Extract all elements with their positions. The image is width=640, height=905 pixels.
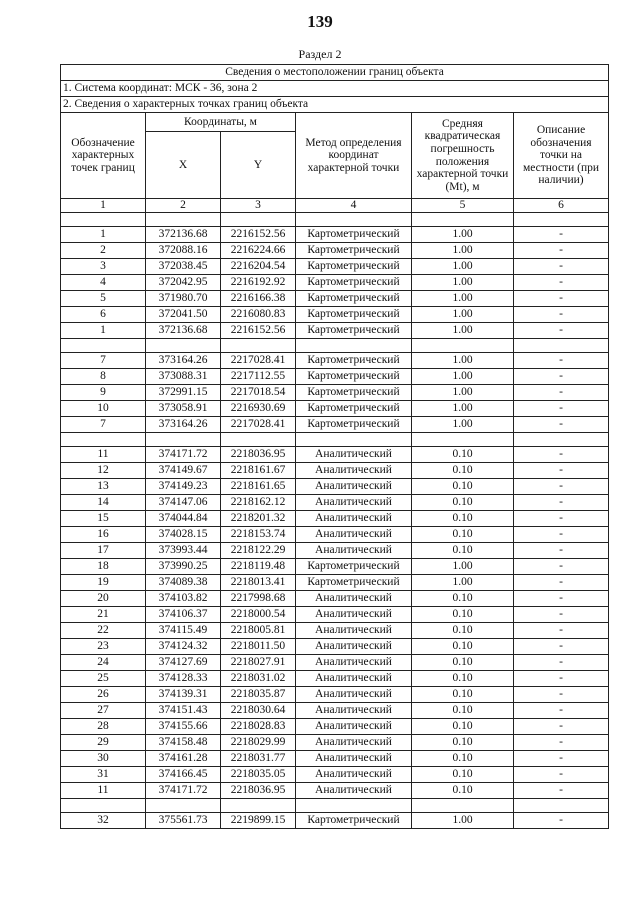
x-coordinate-cell: 374166.45: [146, 767, 221, 783]
description-cell: -: [514, 511, 609, 527]
description-cell: -: [514, 401, 609, 417]
empty-cell: [61, 799, 146, 813]
point-id-cell: 7: [61, 417, 146, 433]
error-cell: 1.00: [412, 575, 514, 591]
column-number: 6: [514, 199, 609, 213]
description-cell: -: [514, 719, 609, 735]
header-x: X: [146, 132, 221, 199]
method-cell: Аналитический: [296, 751, 412, 767]
error-cell: 0.10: [412, 687, 514, 703]
y-coordinate-cell: 2216224.66: [221, 243, 296, 259]
method-cell: Картометрический: [296, 559, 412, 575]
y-coordinate-cell: 2218029.99: [221, 735, 296, 751]
point-id-cell: 23: [61, 639, 146, 655]
empty-cell: [296, 213, 412, 227]
empty-cell: [61, 213, 146, 227]
error-cell: 0.10: [412, 543, 514, 559]
header-error: Средняя квадратическая погрешность положения характерной точки (Mt), м: [412, 113, 514, 199]
error-cell: 0.10: [412, 703, 514, 719]
method-cell: Картометрический: [296, 307, 412, 323]
empty-cell: [221, 799, 296, 813]
column-number: 2: [146, 199, 221, 213]
y-coordinate-cell: 2218153.74: [221, 527, 296, 543]
description-cell: -: [514, 687, 609, 703]
table-row: [61, 259, 609, 275]
error-cell: 1.00: [412, 559, 514, 575]
method-cell: Картометрический: [296, 259, 412, 275]
description-cell: -: [514, 447, 609, 463]
x-coordinate-cell: 372041.50: [146, 307, 221, 323]
x-coordinate-cell: 375561.73: [146, 813, 221, 829]
table-row: [61, 813, 609, 829]
x-coordinate-cell: 372042.95: [146, 275, 221, 291]
point-id-cell: 30: [61, 751, 146, 767]
coord-system-row: [61, 81, 609, 97]
boundary-points-table: [60, 64, 609, 829]
point-id-cell: 31: [61, 767, 146, 783]
empty-cell: [296, 339, 412, 353]
empty-cell: [296, 433, 412, 447]
x-coordinate-cell: 374149.23: [146, 479, 221, 495]
x-coordinate-cell: 372038.45: [146, 259, 221, 275]
point-id-cell: 18: [61, 559, 146, 575]
method-cell: Аналитический: [296, 495, 412, 511]
x-coordinate-cell: 374161.28: [146, 751, 221, 767]
description-cell: -: [514, 323, 609, 339]
table-row: [61, 527, 609, 543]
error-cell: 1.00: [412, 227, 514, 243]
table-row: [61, 495, 609, 511]
y-coordinate-cell: 2216080.83: [221, 307, 296, 323]
table-row: [61, 479, 609, 495]
table-row: [61, 543, 609, 559]
error-cell: 0.10: [412, 527, 514, 543]
x-coordinate-cell: 374147.06: [146, 495, 221, 511]
column-number: 5: [412, 199, 514, 213]
y-coordinate-cell: 2218028.83: [221, 719, 296, 735]
table-row: [61, 559, 609, 575]
empty-cell: [146, 433, 221, 447]
table-row: [61, 243, 609, 259]
table-row: [61, 783, 609, 799]
method-cell: Картометрический: [296, 227, 412, 243]
point-id-cell: 14: [61, 495, 146, 511]
description-cell: -: [514, 259, 609, 275]
error-cell: 0.10: [412, 479, 514, 495]
method-cell: Аналитический: [296, 591, 412, 607]
x-coordinate-cell: 373164.26: [146, 417, 221, 433]
point-id-cell: 9: [61, 385, 146, 401]
description-cell: -: [514, 671, 609, 687]
description-cell: -: [514, 543, 609, 559]
error-cell: 1.00: [412, 323, 514, 339]
description-cell: -: [514, 495, 609, 511]
table-row: [61, 671, 609, 687]
point-id-cell: 17: [61, 543, 146, 559]
empty-cell: [514, 799, 609, 813]
x-coordinate-cell: 374171.72: [146, 783, 221, 799]
y-coordinate-cell: 2218011.50: [221, 639, 296, 655]
table-row: [61, 463, 609, 479]
header-y: Y: [221, 132, 296, 199]
point-id-cell: 1: [61, 227, 146, 243]
method-cell: Аналитический: [296, 767, 412, 783]
description-cell: -: [514, 353, 609, 369]
description-cell: -: [514, 767, 609, 783]
point-id-cell: 32: [61, 813, 146, 829]
method-cell: Аналитический: [296, 687, 412, 703]
error-cell: 1.00: [412, 813, 514, 829]
page-number: 139: [307, 12, 333, 31]
y-coordinate-cell: 2217028.41: [221, 353, 296, 369]
description-cell: -: [514, 291, 609, 307]
group-separator-row: [61, 433, 609, 447]
y-coordinate-cell: 2218005.81: [221, 623, 296, 639]
column-number: 1: [61, 199, 146, 213]
point-id-cell: 26: [61, 687, 146, 703]
error-cell: 0.10: [412, 463, 514, 479]
point-id-cell: 28: [61, 719, 146, 735]
point-id-cell: 13: [61, 479, 146, 495]
x-coordinate-cell: 374028.15: [146, 527, 221, 543]
header-description: Описание обозначения точки на местности (при наличии): [514, 113, 609, 199]
method-cell: Картометрический: [296, 417, 412, 433]
description-cell: -: [514, 607, 609, 623]
column-number: 3: [221, 199, 296, 213]
method-cell: Картометрический: [296, 353, 412, 369]
y-coordinate-cell: 2218031.77: [221, 751, 296, 767]
header-row-top: [61, 113, 609, 132]
table-row: [61, 401, 609, 417]
x-coordinate-cell: 373993.44: [146, 543, 221, 559]
empty-cell: [514, 433, 609, 447]
y-coordinate-cell: 2218031.02: [221, 671, 296, 687]
y-coordinate-cell: 2218162.12: [221, 495, 296, 511]
x-coordinate-cell: 374139.31: [146, 687, 221, 703]
table-title: Сведения о местоположении границ объекта: [61, 65, 609, 81]
x-coordinate-cell: 374158.48: [146, 735, 221, 751]
point-id-cell: 27: [61, 703, 146, 719]
point-id-cell: 20: [61, 591, 146, 607]
description-cell: -: [514, 307, 609, 323]
method-cell: Картометрический: [296, 275, 412, 291]
y-coordinate-cell: 2217018.54: [221, 385, 296, 401]
y-coordinate-cell: 2218035.87: [221, 687, 296, 703]
empty-cell: [61, 433, 146, 447]
y-coordinate-cell: 2217112.55: [221, 369, 296, 385]
point-id-cell: 16: [61, 527, 146, 543]
group-separator-row: [61, 339, 609, 353]
point-id-cell: 7: [61, 353, 146, 369]
method-cell: Картометрический: [296, 369, 412, 385]
y-coordinate-cell: 2218161.65: [221, 479, 296, 495]
point-id-cell: 11: [61, 447, 146, 463]
error-cell: 0.10: [412, 751, 514, 767]
table-row: [61, 719, 609, 735]
point-id-cell: 5: [61, 291, 146, 307]
table-row: [61, 385, 609, 401]
table-row: [61, 735, 609, 751]
description-cell: -: [514, 369, 609, 385]
error-cell: 0.10: [412, 783, 514, 799]
error-cell: 0.10: [412, 447, 514, 463]
method-cell: Картометрический: [296, 323, 412, 339]
description-cell: -: [514, 463, 609, 479]
table-row: [61, 607, 609, 623]
point-id-cell: 6: [61, 307, 146, 323]
table-row: [61, 369, 609, 385]
empty-cell: [221, 213, 296, 227]
x-coordinate-cell: 374127.69: [146, 655, 221, 671]
points-title-row: [61, 97, 609, 113]
point-id-cell: 4: [61, 275, 146, 291]
y-coordinate-cell: 2218035.05: [221, 767, 296, 783]
y-coordinate-cell: 2218122.29: [221, 543, 296, 559]
y-coordinate-cell: 2216192.92: [221, 275, 296, 291]
error-cell: 1.00: [412, 401, 514, 417]
error-cell: 1.00: [412, 259, 514, 275]
group-separator-row: [61, 799, 609, 813]
method-cell: Картометрический: [296, 291, 412, 307]
error-cell: 0.10: [412, 623, 514, 639]
table-row: [61, 575, 609, 591]
empty-cell: [61, 339, 146, 353]
table-row: [61, 767, 609, 783]
table-row: [61, 447, 609, 463]
y-coordinate-cell: 2218201.32: [221, 511, 296, 527]
error-cell: 1.00: [412, 353, 514, 369]
description-cell: -: [514, 623, 609, 639]
error-cell: 1.00: [412, 243, 514, 259]
point-id-cell: 2: [61, 243, 146, 259]
point-id-cell: 8: [61, 369, 146, 385]
method-cell: Аналитический: [296, 671, 412, 687]
error-cell: 0.10: [412, 591, 514, 607]
method-cell: Аналитический: [296, 479, 412, 495]
table-row: [61, 275, 609, 291]
section-label: Раздел 2: [298, 47, 342, 61]
table-row: [61, 591, 609, 607]
y-coordinate-cell: 2216152.56: [221, 227, 296, 243]
method-cell: Картометрический: [296, 813, 412, 829]
y-coordinate-cell: 2218119.48: [221, 559, 296, 575]
error-cell: 1.00: [412, 385, 514, 401]
point-id-cell: 22: [61, 623, 146, 639]
y-coordinate-cell: 2216166.38: [221, 291, 296, 307]
empty-cell: [221, 433, 296, 447]
empty-cell: [221, 339, 296, 353]
description-cell: -: [514, 527, 609, 543]
y-coordinate-cell: 2217028.41: [221, 417, 296, 433]
y-coordinate-cell: 2218027.91: [221, 655, 296, 671]
error-cell: 0.10: [412, 671, 514, 687]
method-cell: Картометрический: [296, 385, 412, 401]
description-cell: -: [514, 559, 609, 575]
method-cell: Аналитический: [296, 447, 412, 463]
empty-cell: [514, 213, 609, 227]
point-id-cell: 24: [61, 655, 146, 671]
point-id-cell: 3: [61, 259, 146, 275]
table-row: [61, 623, 609, 639]
table-row: [61, 323, 609, 339]
method-cell: Аналитический: [296, 719, 412, 735]
description-cell: -: [514, 751, 609, 767]
description-cell: -: [514, 655, 609, 671]
method-cell: Картометрический: [296, 401, 412, 417]
empty-cell: [146, 213, 221, 227]
y-coordinate-cell: 2218030.64: [221, 703, 296, 719]
column-number: 4: [296, 199, 412, 213]
point-id-cell: 15: [61, 511, 146, 527]
point-id-cell: 21: [61, 607, 146, 623]
table-row: [61, 751, 609, 767]
method-cell: Аналитический: [296, 463, 412, 479]
method-cell: Аналитический: [296, 527, 412, 543]
empty-cell: [412, 799, 514, 813]
x-coordinate-cell: 373990.25: [146, 559, 221, 575]
description-cell: -: [514, 591, 609, 607]
method-cell: Аналитический: [296, 511, 412, 527]
table-row: [61, 511, 609, 527]
point-id-cell: 12: [61, 463, 146, 479]
y-coordinate-cell: 2218036.95: [221, 447, 296, 463]
description-cell: -: [514, 813, 609, 829]
table-row: [61, 417, 609, 433]
point-id-cell: 10: [61, 401, 146, 417]
error-cell: 1.00: [412, 275, 514, 291]
table-row: [61, 703, 609, 719]
table-row: [61, 639, 609, 655]
error-cell: 0.10: [412, 511, 514, 527]
description-cell: -: [514, 639, 609, 655]
method-cell: Аналитический: [296, 623, 412, 639]
x-coordinate-cell: 374151.43: [146, 703, 221, 719]
error-cell: 1.00: [412, 307, 514, 323]
group-separator-row: [61, 213, 609, 227]
method-cell: Картометрический: [296, 575, 412, 591]
x-coordinate-cell: 374089.38: [146, 575, 221, 591]
point-id-cell: 1: [61, 323, 146, 339]
points-title: 2. Сведения о характерных точках границ объекта: [61, 97, 609, 113]
empty-cell: [514, 339, 609, 353]
description-cell: -: [514, 479, 609, 495]
description-cell: -: [514, 417, 609, 433]
method-cell: Картометрический: [296, 243, 412, 259]
error-cell: 0.10: [412, 639, 514, 655]
description-cell: -: [514, 275, 609, 291]
error-cell: 0.10: [412, 607, 514, 623]
error-cell: 1.00: [412, 417, 514, 433]
header-method: Метод определения координат характерной точки: [296, 113, 412, 199]
error-cell: 1.00: [412, 291, 514, 307]
x-coordinate-cell: 374149.67: [146, 463, 221, 479]
error-cell: 0.10: [412, 719, 514, 735]
method-cell: Аналитический: [296, 783, 412, 799]
x-coordinate-cell: 373164.26: [146, 353, 221, 369]
y-coordinate-cell: 2217998.68: [221, 591, 296, 607]
error-cell: 0.10: [412, 495, 514, 511]
table-title-row: [61, 65, 609, 81]
y-coordinate-cell: 2216152.56: [221, 323, 296, 339]
x-coordinate-cell: 372136.68: [146, 227, 221, 243]
method-cell: Аналитический: [296, 703, 412, 719]
table-row: [61, 655, 609, 671]
empty-cell: [412, 339, 514, 353]
method-cell: Аналитический: [296, 735, 412, 751]
x-coordinate-cell: 373088.31: [146, 369, 221, 385]
y-coordinate-cell: 2218000.54: [221, 607, 296, 623]
point-id-cell: 19: [61, 575, 146, 591]
y-coordinate-cell: 2218013.41: [221, 575, 296, 591]
method-cell: Аналитический: [296, 543, 412, 559]
x-coordinate-cell: 374155.66: [146, 719, 221, 735]
point-id-cell: 29: [61, 735, 146, 751]
header-designation: Обозначение характерных точек границ: [61, 113, 146, 199]
x-coordinate-cell: 372991.15: [146, 385, 221, 401]
description-cell: -: [514, 735, 609, 751]
x-coordinate-cell: 374171.72: [146, 447, 221, 463]
column-number-row: [61, 199, 609, 213]
description-cell: -: [514, 703, 609, 719]
description-cell: -: [514, 385, 609, 401]
description-cell: -: [514, 227, 609, 243]
empty-cell: [146, 339, 221, 353]
table-row: [61, 291, 609, 307]
table-row: [61, 307, 609, 323]
empty-cell: [412, 433, 514, 447]
empty-cell: [296, 799, 412, 813]
method-cell: Аналитический: [296, 655, 412, 671]
x-coordinate-cell: 372088.16: [146, 243, 221, 259]
x-coordinate-cell: 374124.32: [146, 639, 221, 655]
table-row: [61, 687, 609, 703]
empty-cell: [146, 799, 221, 813]
x-coordinate-cell: 373058.91: [146, 401, 221, 417]
point-id-cell: 11: [61, 783, 146, 799]
description-cell: -: [514, 243, 609, 259]
y-coordinate-cell: 2219899.15: [221, 813, 296, 829]
x-coordinate-cell: 371980.70: [146, 291, 221, 307]
method-cell: Аналитический: [296, 607, 412, 623]
point-id-cell: 25: [61, 671, 146, 687]
y-coordinate-cell: 2216204.54: [221, 259, 296, 275]
table-row: [61, 227, 609, 243]
x-coordinate-cell: 374128.33: [146, 671, 221, 687]
description-cell: -: [514, 575, 609, 591]
x-coordinate-cell: 374103.82: [146, 591, 221, 607]
error-cell: 1.00: [412, 369, 514, 385]
empty-cell: [412, 213, 514, 227]
x-coordinate-cell: 374106.37: [146, 607, 221, 623]
y-coordinate-cell: 2218036.95: [221, 783, 296, 799]
error-cell: 0.10: [412, 767, 514, 783]
y-coordinate-cell: 2216930.69: [221, 401, 296, 417]
method-cell: Аналитический: [296, 639, 412, 655]
x-coordinate-cell: 372136.68: [146, 323, 221, 339]
coord-system: 1. Система координат: МСК - 36, зона 2: [61, 81, 609, 97]
header-coordinates: Координаты, м: [146, 113, 296, 132]
x-coordinate-cell: 374115.49: [146, 623, 221, 639]
description-cell: -: [514, 783, 609, 799]
y-coordinate-cell: 2218161.67: [221, 463, 296, 479]
x-coordinate-cell: 374044.84: [146, 511, 221, 527]
error-cell: 0.10: [412, 655, 514, 671]
error-cell: 0.10: [412, 735, 514, 751]
table-row: [61, 353, 609, 369]
